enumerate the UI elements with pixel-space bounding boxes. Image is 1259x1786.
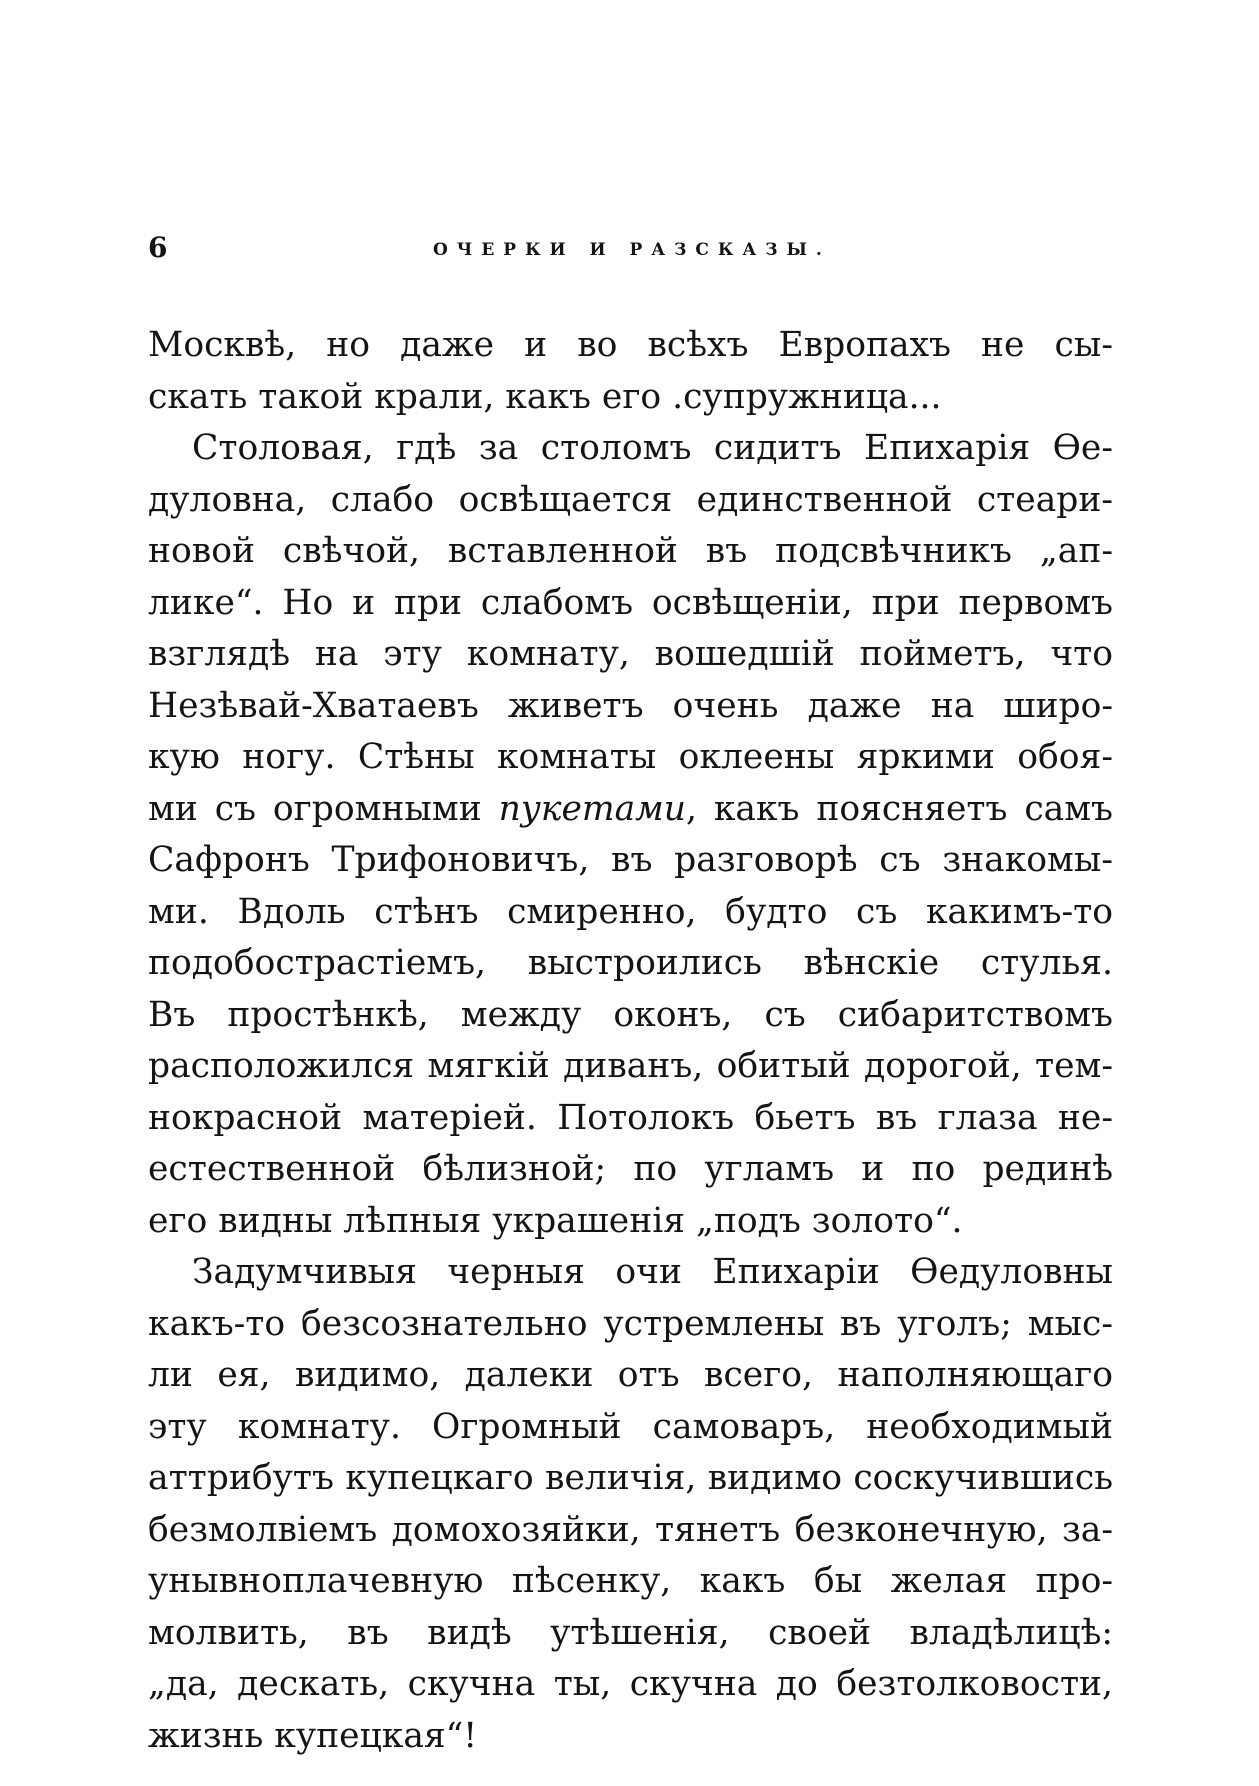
text-line: расположился мягкій диванъ, обитый дорогой, тем-	[148, 1046, 1113, 1086]
body-text	[148, 320, 1113, 1762]
text-line: ми. Вдоль стѣнъ смиренно, будто съ какимъ-то	[148, 891, 1113, 932]
paragraph-1	[148, 320, 1113, 423]
text-line-with-italic	[148, 784, 1113, 836]
page-number: 6	[148, 231, 168, 264]
text-line: скать такой крали, какъ его .супружница...	[148, 376, 942, 417]
text-segment: ми съ огромными	[148, 788, 499, 829]
text-line: лике“. Но и при слабомъ освѣщеніи, при первомъ	[148, 582, 1113, 623]
text-line: безмолвіемъ домохозяйки, тянетъ безконечную, за-	[148, 1509, 1113, 1550]
text-line: его видны лѣпныя украшенія „подъ золото“.	[148, 1200, 963, 1241]
text-line: нокрасной матеріей. Потолокъ бьетъ въ глаза не-	[148, 1097, 1113, 1138]
text-line: „да, дескать, скучна ты, скучна до безтолковости,	[148, 1664, 1113, 1704]
text-line: эту комнату. Огромный самоваръ, необходимый	[148, 1406, 1113, 1447]
text-line: Столовая, гдѣ за столомъ сидитъ Епихарія Ѳе-	[192, 428, 1113, 468]
text-line: Въ простѣнкѣ, между оконъ, съ сибаритствомъ	[148, 994, 1113, 1035]
running-title: ОЧЕРКИ И РАЗСКАЗЫ.	[433, 240, 831, 260]
text-line: естественной бѣлизной; по угламъ и по рединѣ	[148, 1149, 1113, 1189]
text-line: какъ-то безсознательно устремлены въ уголъ; мыс-	[148, 1303, 1113, 1344]
text-line: дуловна, слабо освѣщается единственной стеари-	[148, 479, 1113, 520]
running-head	[148, 228, 1113, 268]
text-line: унывноплачевную пѣсенку, какъ бы желая про-	[148, 1561, 1113, 1601]
italic-word: пукетами	[498, 788, 686, 829]
text-line: Москвѣ, но даже и во всѣхъ Европахъ не сы-	[148, 325, 1113, 365]
text-line: Сафронъ Трифоновичъ, въ разговорѣ съ знакомы-	[148, 840, 1113, 880]
text-line: жизнь купецкая“!	[148, 1715, 478, 1756]
text-line: молвить, въ видѣ утѣшенія, своей владѣлицѣ:	[148, 1612, 1113, 1653]
text-line: Задумчивыя черныя очи Епихаріи Ѳедуловны	[192, 1252, 1113, 1292]
paragraph-3	[148, 1247, 1113, 1762]
text-line: подобострастіемъ, выстроились вѣнскіе стулья.	[148, 943, 1113, 983]
text-line: аттрибутъ купецкаго величія, видимо соскучившись	[148, 1458, 1113, 1498]
text-line: взглядѣ на эту комнату, вошедшій пойметъ, что	[148, 634, 1113, 674]
text-line: Незѣвай-Хватаевъ живетъ очень даже на широ-	[148, 685, 1113, 726]
text-line: кую ногу. Стѣны комнаты оклеены яркими обоя-	[148, 737, 1113, 777]
paragraph-2	[148, 423, 1113, 1247]
text-line: новой свѣчой, вставленной въ подсвѣчникъ „ап-	[148, 531, 1113, 571]
text-line: ли ея, видимо, далеки отъ всего, наполняющаго	[148, 1355, 1113, 1395]
text-segment: , какъ поясняетъ самъ	[685, 788, 1113, 829]
